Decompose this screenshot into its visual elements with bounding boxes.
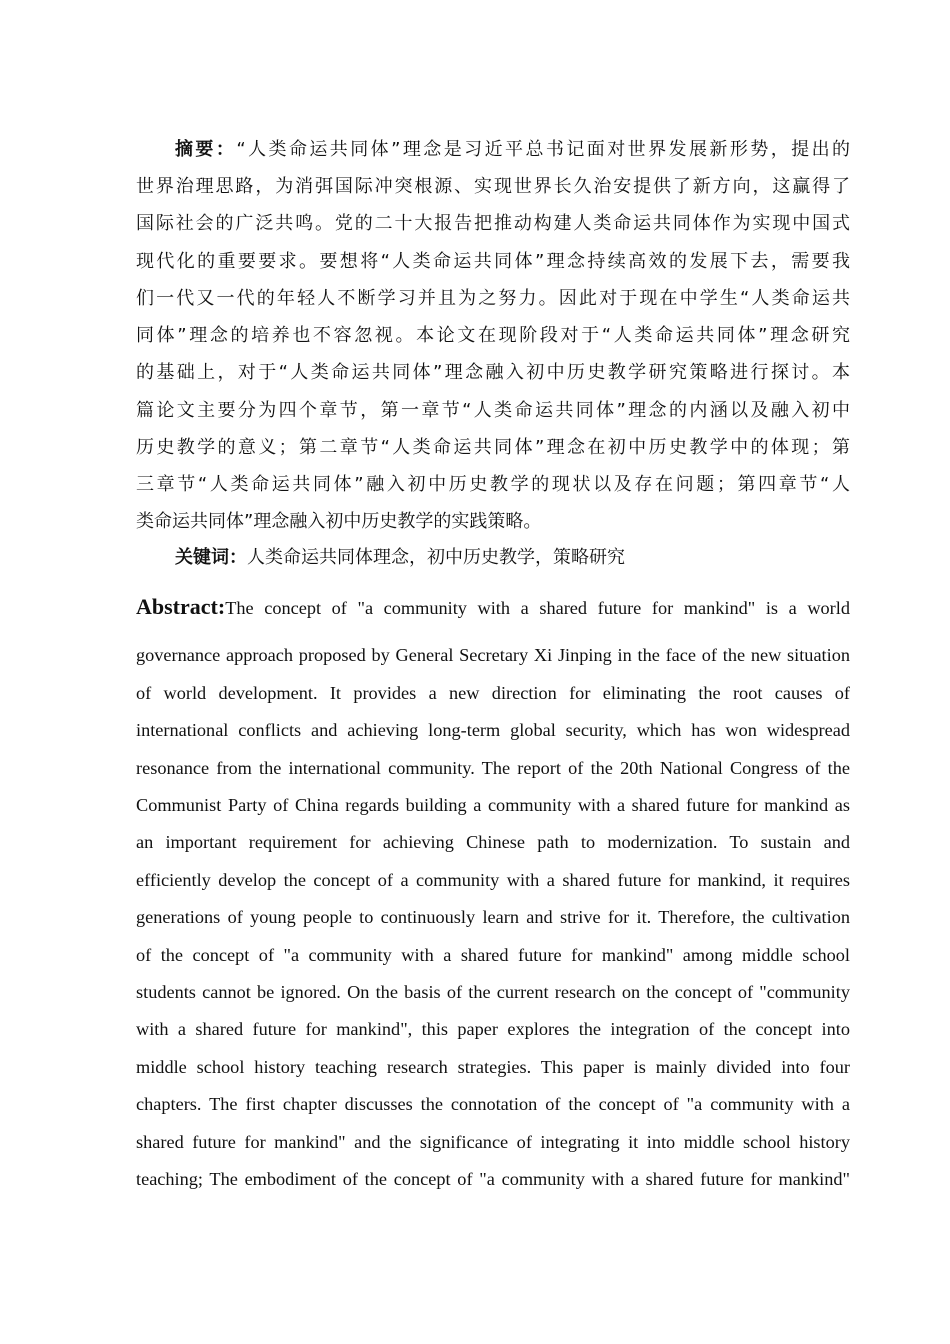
abstract-en-line: international conflicts and achieving long-term global security, which has won widespread xyxy=(136,720,850,740)
abstract-zh-line: 的基础上，对于“人类命运共同体”理念融入初中历史教学研究策略进行探讨。本 xyxy=(136,362,850,383)
abstract-en-line: governance approach proposed by General Secretary Xi Jinping in the face of the new situation xyxy=(136,645,850,665)
abstract-zh-line: 类命运共同体”理念融入初中历史教学的实践策略。 xyxy=(136,511,542,532)
abstract-en-line xyxy=(136,595,850,619)
abstract-en-line: middle school history teaching research strategies. This paper is mainly divided into four xyxy=(136,1057,850,1077)
abstract-zh-line: 篇论文主要分为四个章节，第一章节“人类命运共同体”理念的内涵以及融入初中 xyxy=(136,400,850,421)
abstract-zh-line: 历史教学的意义；第二章节“人类命运共同体”理念在初中历史教学中的体现；第 xyxy=(136,437,850,458)
abstract-en-line: of world development. It provides a new direction for eliminating the root causes of xyxy=(136,683,850,703)
abstract-zh-line xyxy=(175,138,850,162)
keywords-zh-text: 人类命运共同体理念，初中历史教学，策略研究 xyxy=(247,547,625,568)
keywords-zh-label: 关键词： xyxy=(175,547,247,568)
text: The concept of "a community with a shared future for mankind" is a world xyxy=(225,598,850,618)
abstract-zh-line: 三章节“人类命运共同体”融入初中历史教学的现状以及存在问题；第四章节“人 xyxy=(136,474,850,495)
abstract-en-line: teaching; The embodiment of the concept of "a community with a shared future for mankind" xyxy=(136,1169,850,1189)
abstract-zh-label: 摘要： xyxy=(175,139,237,160)
abstract-en-line: with a shared future for mankind", this paper explores the integration of the concept into xyxy=(136,1019,850,1039)
abstract-zh-line: 同体”理念的培养也不容忽视。本论文在现阶段对于“人类命运共同体”理念研究 xyxy=(136,325,850,346)
text: “人类命运共同体”理念是习近平总书记面对世界发展新形势，提出的 xyxy=(236,139,850,160)
abstract-en-label: Abstract: xyxy=(136,594,226,619)
abstract-zh-line: 世界治理思路，为消弭国际冲突根源、实现世界长久治安提供了新方向，这赢得了 xyxy=(136,176,850,197)
abstract-en-line: of the concept of "a community with a shared future for mankind" among middle school xyxy=(136,945,850,965)
abstract-zh-line: 们一代又一代的年轻人不断学习并且为之努力。因此对于现在中学生“人类命运共 xyxy=(136,288,850,309)
abstract-zh-line: 现代化的重要要求。要想将“人类命运共同体”理念持续高效的发展下去，需要我 xyxy=(136,251,850,272)
abstract-en-line: resonance from the international community. The report of the 20th National Congress of the xyxy=(136,758,850,778)
abstract-en-line: shared future for mankind" and the significance of integrating it into middle school history xyxy=(136,1132,850,1152)
abstract-en-line: efficiently develop the concept of a community with a shared future for mankind, it requires xyxy=(136,870,850,890)
abstract-en-line: Communist Party of China regards building a community with a shared future for mankind as xyxy=(136,795,850,815)
abstract-en-line: an important requirement for achieving Chinese path to modernization. To sustain and xyxy=(136,832,850,852)
abstract-en-line: students cannot be ignored. On the basis of the current research on the concept of "community xyxy=(136,982,850,1002)
abstract-en-line: generations of young people to continuously learn and strive for it. Therefore, the cultivation xyxy=(136,907,850,927)
abstract-en-line: chapters. The first chapter discusses the connotation of the concept of "a community with a xyxy=(136,1094,850,1114)
keywords-zh xyxy=(175,546,850,570)
abstract-zh-line: 国际社会的广泛共鸣。党的二十大报告把推动构建人类命运共同体作为实现中国式 xyxy=(136,213,850,234)
